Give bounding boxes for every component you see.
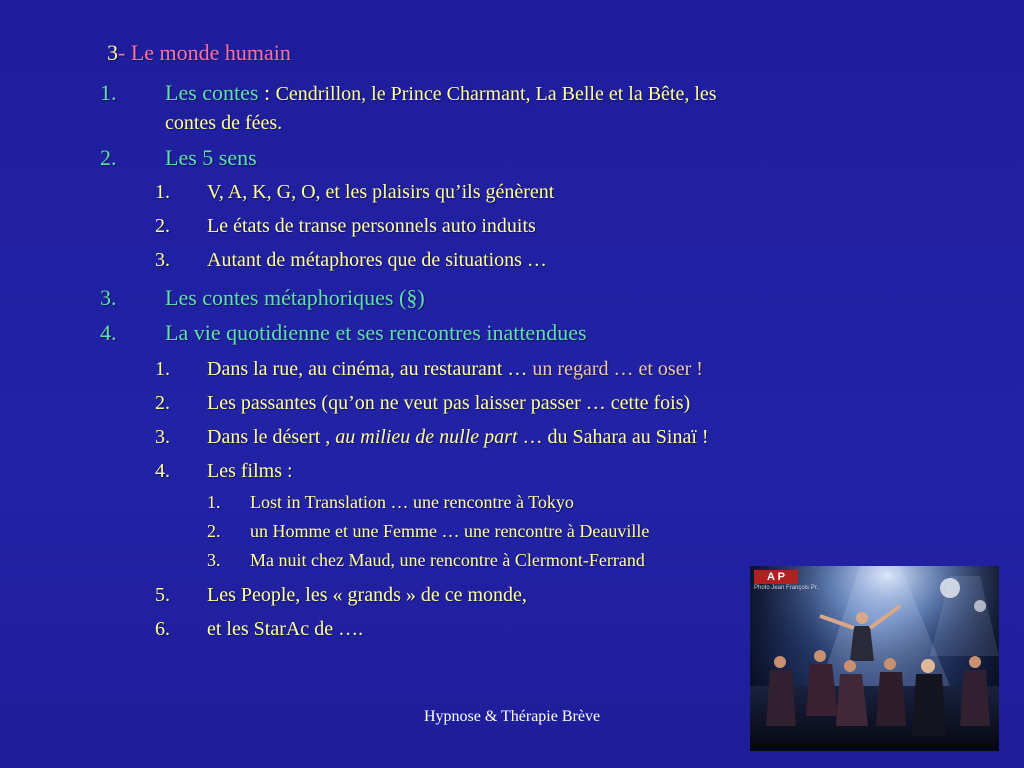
film-number: 3.	[207, 550, 221, 570]
sub-item-text: Les films :	[207, 460, 293, 482]
sub-item-number: 2.	[155, 215, 170, 237]
sub-item-text: Le états de transe personnels auto induits	[207, 215, 536, 237]
sub-item-main: Dans la rue, au cinéma, au restaurant …	[207, 358, 528, 380]
sub-item-number: 5.	[155, 584, 170, 606]
item-number: 1.	[100, 80, 117, 105]
sub-item-number: 4.	[155, 460, 170, 482]
sub-item-text: et les StarAc de ….	[207, 618, 364, 640]
item-label: La vie quotidienne et ses rencontres inattendues	[165, 320, 587, 345]
photo-caption: Photo Jean François Pr..	[754, 585, 820, 591]
film-text: Ma nuit chez Maud, une rencontre à Clermont-Ferrand	[250, 550, 645, 570]
heading-separator: -	[118, 40, 131, 65]
film-number: 1.	[207, 492, 221, 512]
sub-item-number: 3.	[155, 249, 170, 271]
sub-item-tail: … du Sahara au Sinaï !	[517, 426, 709, 448]
item-number: 4.	[100, 320, 117, 345]
film-number: 2.	[207, 521, 221, 541]
slide-heading	[107, 40, 291, 66]
item-label: Les contes métaphoriques (§)	[165, 285, 425, 310]
item-detail-line2: contes de fées.	[165, 112, 283, 134]
film-text: un Homme et une Femme … une rencontre à Deauville	[250, 521, 650, 541]
sub-item-italic: au milieu de nulle part	[330, 426, 518, 448]
sub-item-text: Les passantes (qu’on ne veut pas laisser passer … cette fois)	[207, 392, 691, 414]
item-label: Les 5 sens	[165, 145, 257, 170]
item-separator: :	[258, 80, 276, 105]
sub-item-text	[207, 358, 703, 381]
sub-item-number: 3.	[155, 426, 170, 448]
sub-item-number: 2.	[155, 392, 170, 414]
sub-item-main: Dans le désert ,	[207, 426, 331, 448]
sub-item-number: 6.	[155, 618, 170, 640]
heading-number: 3	[107, 40, 118, 65]
sub-item-number: 1.	[155, 181, 170, 203]
sub-item-text: V, A, K, G, O, et les plaisirs qu’ils génèrent	[207, 181, 555, 203]
film-text: Lost in Translation … une rencontre à Tokyo	[250, 492, 574, 512]
item-label: Les contes	[165, 80, 259, 105]
sub-item-text	[207, 426, 709, 449]
sub-item-text: Les People, les « grands » de ce monde,	[207, 584, 527, 606]
item-number: 2.	[100, 145, 117, 170]
sub-item-text: Autant de métaphores que de situations …	[207, 249, 547, 271]
item-number: 3.	[100, 285, 117, 310]
photo-logo: A P	[754, 570, 798, 584]
heading-text: Le monde humain	[130, 40, 291, 65]
item-detail-line1: Cendrillon, le Prince Charmant, La Belle et la Bête, les	[275, 83, 717, 105]
sub-item-number: 1.	[155, 358, 170, 380]
sub-item-highlight: un regard … et oser !	[527, 358, 703, 380]
slide-footer: Hypnose & Thérapie Brève	[423, 708, 601, 725]
item-text	[165, 80, 717, 106]
